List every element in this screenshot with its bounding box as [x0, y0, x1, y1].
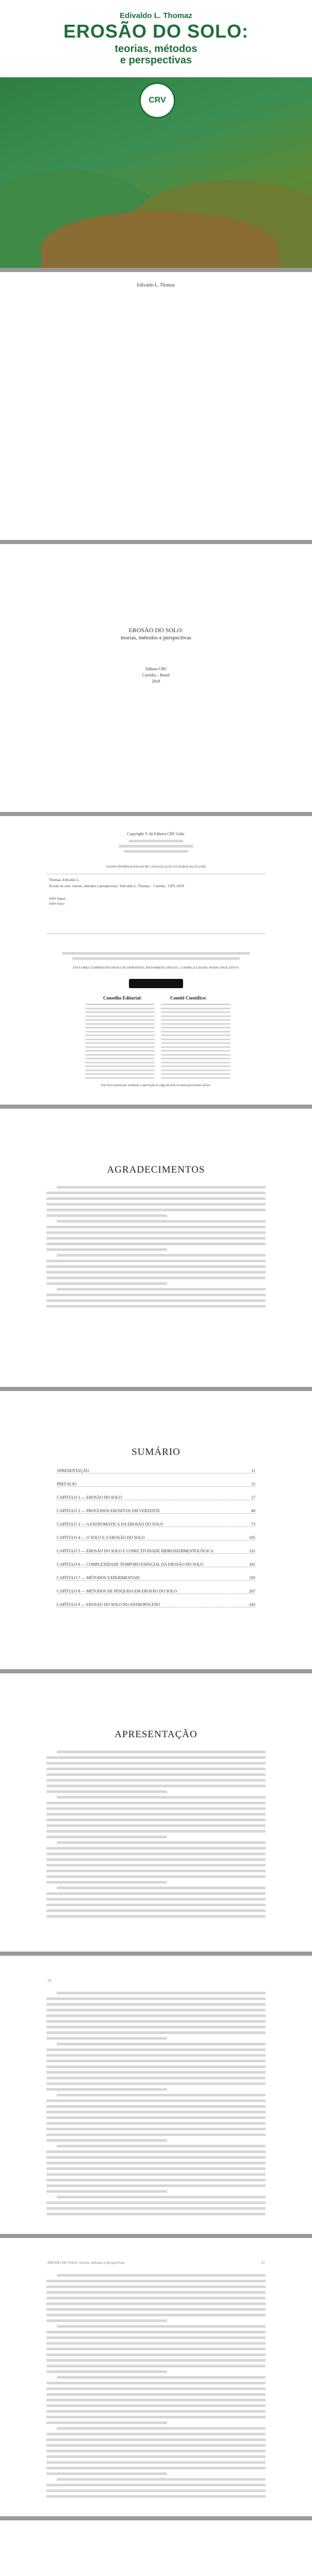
text-line	[129, 840, 183, 842]
title-page-publisher: Editora CRV	[145, 667, 167, 671]
toc-entry-page: 15	[251, 1482, 255, 1486]
text-line	[46, 2111, 266, 2113]
text-line	[46, 1305, 266, 1308]
toc-entry-label: PREFÁCIO	[57, 1482, 77, 1486]
text-line	[57, 2478, 266, 2481]
toc-entry-page: 17	[251, 1495, 255, 1500]
council-member-line	[85, 1065, 155, 1067]
cip-title: Erosão do solo: teorias, métodos e perspectivas / Edivaldo L. Thomaz – Curitiba : CRV, 2019.	[49, 884, 185, 888]
text-line	[46, 2133, 266, 2136]
text-line	[57, 2427, 266, 2430]
toc-entry-page: 49	[251, 1509, 255, 1513]
council-member-line	[161, 1019, 231, 1021]
council-member-line	[161, 1062, 231, 1063]
council-member-line	[161, 1070, 231, 1071]
text-line	[46, 2365, 266, 2367]
digital-banner: ESTA OBRA TAMBÉM ENCONTRA-SE DISPONÍVEL EM FORMATO DIGITAL. CONHEÇA E BAIXE NOSSO APLICATIVO!	[73, 967, 239, 970]
text-line	[46, 2014, 266, 2017]
council-member-line	[85, 1008, 155, 1009]
text-line	[46, 2472, 167, 2475]
text-line	[46, 2302, 266, 2305]
text-line	[46, 2173, 266, 2176]
title-page-city: Curitiba – Brasil	[142, 673, 170, 677]
cover-title: EROSÃO DO SOLO:	[63, 21, 249, 42]
text-line	[46, 2207, 266, 2210]
text-line	[46, 2088, 167, 2091]
council-member-line	[161, 1046, 231, 1048]
council-member-line	[85, 1039, 155, 1040]
text-line	[46, 2009, 266, 2011]
text-line	[46, 1870, 266, 1872]
text-line	[46, 2410, 266, 2413]
text-line	[46, 2122, 266, 2125]
text-line	[46, 2495, 266, 2498]
cover-subtitle	[0, 43, 312, 66]
toc-entry[interactable]	[57, 1602, 255, 1607]
text-line	[46, 1237, 266, 1240]
council-member-line	[85, 1073, 155, 1075]
text-line	[46, 1756, 266, 1759]
council-member-line	[161, 1023, 231, 1025]
toc-entry[interactable]	[57, 1468, 255, 1473]
council-member-line	[161, 1004, 231, 1005]
toc-entry-label: CAPÍTULO 7 — MÉTODOS EXPERIMENTAIS	[57, 1575, 140, 1580]
text-line	[46, 2444, 266, 2447]
council-member-line	[161, 1008, 231, 1009]
text-line	[46, 2003, 266, 2006]
council-member-line	[161, 1015, 231, 1017]
text-line	[46, 2184, 266, 2187]
council-member-line	[85, 1031, 155, 1032]
text-line	[46, 1915, 266, 1918]
text-line	[46, 2128, 266, 2130]
toc-heading: SUMÁRIO	[132, 1447, 180, 1458]
text-line	[46, 2150, 266, 2153]
toc-entry-label: CAPÍTULO 1 — EROSÃO DO SOLO	[57, 1495, 122, 1500]
text-line	[46, 2438, 266, 2441]
text-line	[46, 1231, 266, 1234]
acknowledgments-heading: AGRADECIMENTOS	[107, 1164, 205, 1175]
text-line	[46, 1271, 266, 1274]
council-member-line	[85, 1062, 155, 1063]
text-line	[46, 1819, 266, 1821]
text-line	[46, 2331, 266, 2333]
toc-entry-label: CAPÍTULO 3 — A EXOSOMÁTICA DA EROSÃO DO SOLO	[57, 1522, 163, 1527]
text-line	[46, 2156, 266, 2159]
council-member-line	[161, 1065, 231, 1067]
text-line	[46, 1858, 266, 1861]
toc-entry[interactable]	[57, 1509, 255, 1514]
title-page	[0, 544, 312, 812]
text-line	[46, 1830, 266, 1833]
cover-author: Edivaldo L. Thomaz	[120, 11, 192, 20]
text-line	[46, 2048, 266, 2051]
text-line	[46, 2291, 266, 2294]
text-line	[57, 2196, 266, 2198]
text-line	[46, 2342, 266, 2345]
toc-entry[interactable]	[57, 1575, 255, 1581]
text-line	[46, 2031, 266, 2034]
text-line	[46, 1203, 266, 1206]
text-line	[46, 2162, 266, 2164]
text-line	[119, 845, 193, 848]
council-member-line	[85, 1035, 155, 1036]
toc-entry[interactable]	[57, 1562, 255, 1567]
text-line	[46, 2461, 266, 2464]
text-line	[46, 1260, 266, 1262]
toc-page	[0, 1391, 312, 1669]
text-line	[46, 2201, 266, 2204]
text-line	[46, 1214, 167, 1217]
text-line	[57, 1887, 266, 1889]
council-member-line	[161, 1077, 231, 1079]
app-store-badge[interactable]	[129, 979, 183, 988]
toc-entry[interactable]	[57, 1482, 255, 1487]
toc-entry-label: CAPÍTULO 5 — EROSÃO DO SOLO E CONECTIVIDADE HIDROSEDIMENTOLÓGICA	[57, 1549, 214, 1553]
council-member-line	[85, 1058, 155, 1059]
text-line	[46, 1898, 266, 1901]
text-line	[46, 1243, 266, 1245]
text-line	[46, 2467, 266, 2469]
text-line	[57, 1220, 266, 1223]
text-line	[46, 2314, 266, 2316]
text-line	[46, 2387, 266, 2390]
body-page	[0, 2238, 312, 2516]
text-line	[46, 1909, 266, 1912]
council-member-line	[85, 1011, 155, 1013]
text-line	[46, 2359, 266, 2362]
toc-entry-label: APRESENTAÇÃO	[57, 1468, 89, 1473]
text-line	[46, 1802, 266, 1804]
text-line	[46, 2484, 266, 2486]
text-line	[46, 1294, 266, 1296]
council-member-line	[85, 1023, 155, 1025]
text-line	[46, 2319, 167, 2322]
council-member-line	[85, 1046, 155, 1048]
toc-entry-page: 183	[249, 1575, 255, 1580]
toc-entry-label: CAPÍTULO 2 — PROCESSOS EROSIVOS EM VERTENTE	[57, 1509, 160, 1513]
text-line	[46, 1892, 266, 1895]
toc-entry-page: 105	[249, 1535, 255, 1540]
isbn-physical: ISBN Físico	[49, 903, 64, 906]
text-line	[46, 2353, 266, 2356]
council-member-line	[85, 1027, 155, 1028]
text-line	[57, 1186, 266, 1189]
title-page-year: 2019	[152, 679, 160, 684]
toc-entry-page: 243	[249, 1602, 255, 1607]
page-number: 13	[261, 2261, 265, 2265]
text-line	[46, 2179, 266, 2181]
council-member-line	[161, 1050, 231, 1052]
title-page-title: EROSÃO DO SOLO:	[128, 626, 184, 634]
toc-entry-page: 11	[251, 1468, 255, 1473]
text-line	[46, 1785, 266, 1787]
text-line	[46, 2336, 266, 2339]
council-member-line	[85, 1042, 155, 1044]
text-line	[46, 1836, 167, 1838]
text-line	[46, 2037, 167, 2040]
council-member-line	[85, 1054, 155, 1056]
council-member-line	[161, 1035, 231, 1036]
toc-entry-page: 131	[249, 1549, 255, 1553]
council-member-line	[161, 1058, 231, 1059]
council-member-line	[85, 1015, 155, 1017]
text-line	[46, 2167, 266, 2170]
text-line	[46, 2280, 266, 2282]
text-line	[46, 2077, 266, 2079]
toc-entry-page: 73	[251, 1522, 255, 1527]
text-line	[46, 1904, 266, 1906]
text-line	[46, 1762, 266, 1765]
council-member-line	[161, 1027, 231, 1028]
text-line	[46, 1209, 266, 1211]
text-line	[57, 1796, 266, 1799]
text-line	[46, 2450, 266, 2452]
acknowledgments-page	[0, 1109, 312, 1387]
toc-entry[interactable]	[57, 1495, 255, 1500]
text-line	[46, 1847, 266, 1850]
publisher-logo: CRV	[139, 82, 175, 118]
text-line	[46, 2404, 266, 2407]
text-line	[46, 1277, 266, 1279]
text-line	[46, 1881, 167, 1884]
half-title-page	[0, 272, 312, 540]
council-member-line	[161, 1042, 231, 1044]
text-line	[46, 2213, 266, 2215]
council-member-line	[85, 1070, 155, 1071]
text-line	[46, 1790, 167, 1793]
text-line	[57, 1288, 266, 1291]
council-member-line	[161, 1073, 231, 1075]
toc-entry-page: 207	[249, 1589, 255, 1594]
text-line	[46, 2190, 167, 2193]
council-member-line	[85, 1004, 155, 1005]
text-line	[46, 1282, 167, 1285]
text-line	[57, 2325, 266, 2328]
text-line	[124, 850, 188, 853]
text-line	[57, 2376, 266, 2379]
toc-entry[interactable]	[57, 1549, 255, 1554]
body-page	[0, 1956, 312, 2234]
text-line	[46, 1265, 266, 1268]
toc-entry[interactable]	[57, 1522, 255, 1527]
text-line	[57, 1841, 266, 1844]
text-line	[46, 2065, 266, 2068]
presentation-page	[0, 1673, 312, 1952]
text-line	[57, 2274, 266, 2277]
cover-page	[0, 0, 312, 268]
council-member-line	[85, 1077, 155, 1079]
council-member-line	[161, 1054, 231, 1056]
toc-entry-label: CAPÍTULO 6 — COMPLEXIDADE TEMPORO-ESPACIAL DA EROSÃO DO SOLO	[57, 1562, 204, 1567]
copyright-line: Copyright © da Editora CRV Ltda.	[127, 832, 185, 836]
text-line	[46, 2370, 167, 2373]
running-header: EROSÃO DO SOLO: teorias, métodos e perspectivas	[47, 2261, 125, 2265]
cip-author: Thomaz, Edivaldo L.	[49, 878, 80, 882]
text-line	[57, 2145, 266, 2147]
isbn-digital: ISBN Digital	[49, 897, 65, 901]
text-line	[46, 1875, 266, 1878]
cover-subtitle-line1: teorias, métodos	[114, 43, 198, 55]
text-line	[46, 2060, 266, 2062]
text-line	[46, 2416, 266, 2418]
toc-entry-page: 161	[249, 1562, 255, 1567]
council-member-line	[85, 1019, 155, 1021]
text-line	[46, 2308, 266, 2311]
toc-entry-label: CAPÍTULO 4 — O SOLO E A EROSÃO DO SOLO	[57, 1535, 145, 1540]
half-title-author: Edivaldo L. Thomaz	[137, 282, 175, 287]
text-line	[46, 2139, 167, 2142]
text-line	[57, 1751, 266, 1753]
text-line	[46, 2489, 266, 2492]
peer-review-note: Este livro passou por avaliação e aprovação às cegas de dois ou mais pareceristas ad hoc.	[101, 1084, 211, 1087]
text-line	[46, 2082, 266, 2085]
text-line	[46, 1807, 266, 1810]
text-line	[46, 2382, 266, 2384]
text-line	[46, 2393, 266, 2396]
text-line	[46, 2099, 266, 2102]
toc-entry-label: CAPÍTULO 9 — EROSÃO DO SOLO NO ANTROPOCENO	[57, 1602, 160, 1607]
toc-entry[interactable]	[57, 1589, 255, 1594]
text-line	[46, 2433, 266, 2435]
text-line	[57, 1992, 266, 1994]
page-number: 14	[47, 1978, 51, 1982]
council-right-heading: Comitê Científico:	[170, 995, 207, 1001]
council-member-line	[85, 1050, 155, 1052]
text-line	[62, 952, 250, 955]
toc-entry-label: CAPÍTULO 8 — MÉTODOS DE PESQUISA EM EROSÃO DO SOLO	[57, 1589, 177, 1594]
text-line	[46, 1824, 266, 1827]
text-line	[46, 2297, 266, 2299]
text-line	[46, 2105, 266, 2108]
text-line	[46, 2071, 266, 2074]
text-line	[46, 1813, 266, 1816]
blank-page	[0, 2520, 312, 2576]
presentation-heading: APRESENTAÇÃO	[114, 1729, 198, 1740]
text-line	[46, 1248, 167, 1251]
text-line	[46, 2455, 266, 2458]
text-line	[46, 2399, 266, 2401]
text-line	[57, 2094, 266, 2096]
toc-entry[interactable]	[57, 1535, 255, 1540]
council-left-heading: Conselho Editorial:	[103, 995, 142, 1001]
council-member-line	[161, 1039, 231, 1040]
text-line	[46, 2285, 266, 2288]
text-line	[46, 2421, 167, 2424]
text-line	[46, 1779, 266, 1782]
text-line	[46, 1197, 266, 1200]
text-line	[46, 1299, 266, 1302]
text-line	[57, 1254, 266, 1257]
text-line	[46, 2054, 266, 2057]
text-line	[46, 1864, 266, 1867]
cip-heading: DADOS INTERNACIONAIS DE CATALOGAÇÃO NA PUBLICAÇÃO (CIP)	[106, 866, 206, 869]
text-line	[72, 957, 240, 960]
text-line	[46, 1768, 266, 1770]
text-line	[46, 1226, 266, 1228]
text-line	[46, 2020, 266, 2023]
text-line	[46, 2026, 266, 2028]
council-member-line	[161, 1011, 231, 1013]
text-line	[57, 2043, 266, 2045]
title-page-subtitle: teorias, métodos e perspectivas	[121, 635, 191, 641]
text-line	[46, 1773, 266, 1776]
council-member-line	[161, 1031, 231, 1032]
text-line	[46, 1997, 266, 2000]
text-line	[46, 2348, 266, 2350]
text-line	[46, 1853, 266, 1855]
text-line	[46, 2116, 266, 2119]
cover-subtitle-line2: e perspectivas	[120, 55, 192, 66]
text-line	[46, 1192, 266, 1194]
copyright-page	[0, 816, 312, 1105]
